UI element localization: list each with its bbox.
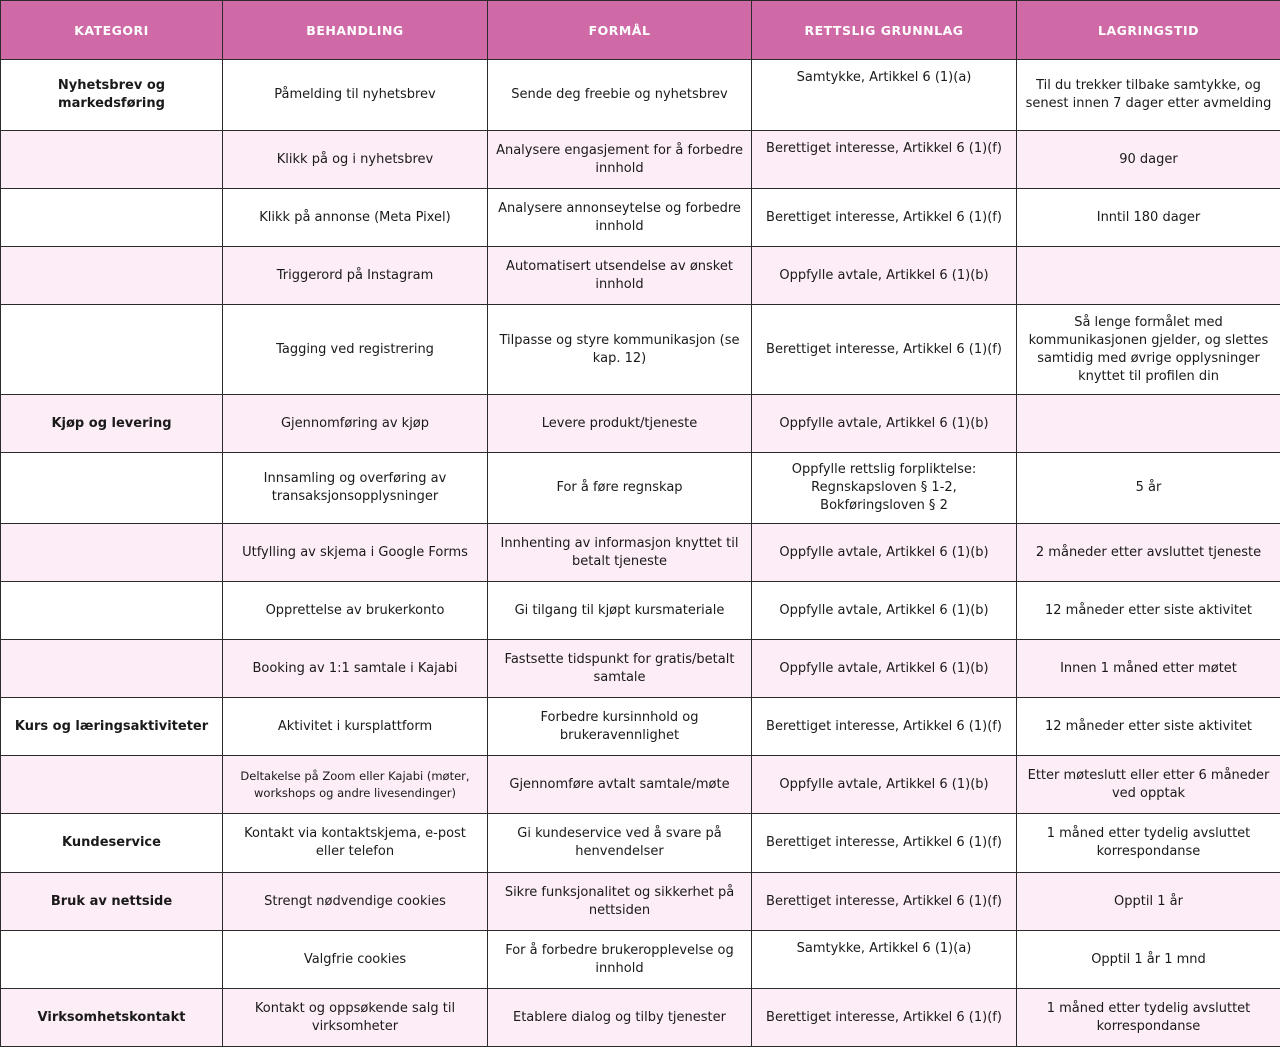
cell-kategori: Virksomhetskontakt	[1, 989, 223, 1047]
cell-kategori	[1, 931, 223, 989]
cell-behandling: Opprettelse av brukerkonto	[223, 582, 488, 640]
table-row	[1, 582, 1280, 640]
cell-formal: Tilpasse og styre kommunikasjon (se kap. 12)	[488, 305, 752, 395]
cell-grunnlag: Oppfylle avtale, Artikkel 6 (1)(b)	[752, 640, 1017, 698]
cell-lagringstid: Opptil 1 år	[1017, 873, 1280, 931]
cell-formal: Innhenting av informasjon knyttet til betalt tjeneste	[488, 524, 752, 582]
cell-kategori: Kundeservice	[1, 814, 223, 873]
cell-lagringstid: Så lenge formålet med kommunikasjonen gjelder, og slettes samtidig med øvrige opplysninger knyttet til profilen din	[1017, 305, 1280, 395]
cell-formal: Levere produkt/tjeneste	[488, 395, 752, 453]
cell-formal: Automatisert utsendelse av ønsket innhold	[488, 247, 752, 305]
cell-kategori	[1, 189, 223, 247]
cell-kategori	[1, 640, 223, 698]
header-rettslig-grunnlag: RETTSLIG GRUNNLAG	[752, 1, 1017, 60]
table-row	[1, 189, 1280, 247]
cell-lagringstid: 90 dager	[1017, 131, 1280, 189]
cell-behandling: Deltakelse på Zoom eller Kajabi (møter, workshops og andre livesendinger)	[223, 756, 488, 814]
cell-lagringstid: 1 måned etter tydelig avsluttet korrespondanse	[1017, 989, 1280, 1047]
cell-formal: Forbedre kursinnhold og brukeravennlighet	[488, 698, 752, 756]
cell-behandling: Strengt nødvendige cookies	[223, 873, 488, 931]
cell-formal: Sikre funksjonalitet og sikkerhet på nettsiden	[488, 873, 752, 931]
header-behandling: BEHANDLING	[223, 1, 488, 60]
cell-formal: For å forbedre brukeropplevelse og innhold	[488, 931, 752, 989]
header-row	[1, 1, 1280, 60]
cell-lagringstid: Etter møteslutt eller etter 6 måneder ved opptak	[1017, 756, 1280, 814]
cell-formal: Gi kundeservice ved å svare på henvendelser	[488, 814, 752, 873]
table-row	[1, 60, 1280, 131]
table-row	[1, 931, 1280, 989]
cell-behandling: Valgfrie cookies	[223, 931, 488, 989]
cell-grunnlag: Samtykke, Artikkel 6 (1)(a)	[752, 931, 1017, 989]
cell-kategori	[1, 131, 223, 189]
cell-formal: Fastsette tidspunkt for gratis/betalt samtale	[488, 640, 752, 698]
table-row	[1, 756, 1280, 814]
cell-formal: Gjennomføre avtalt samtale/møte	[488, 756, 752, 814]
cell-grunnlag: Oppfylle avtale, Artikkel 6 (1)(b)	[752, 756, 1017, 814]
cell-kategori	[1, 524, 223, 582]
table-row	[1, 305, 1280, 395]
cell-grunnlag: Oppfylle avtale, Artikkel 6 (1)(b)	[752, 247, 1017, 305]
cell-formal: Analysere annonseytelse og forbedre innhold	[488, 189, 752, 247]
cell-behandling: Klikk på annonse (Meta Pixel)	[223, 189, 488, 247]
cell-behandling: Kontakt og oppsøkende salg til virksomheter	[223, 989, 488, 1047]
cell-formal: Gi tilgang til kjøpt kursmateriale	[488, 582, 752, 640]
cell-kategori	[1, 305, 223, 395]
cell-behandling: Klikk på og i nyhetsbrev	[223, 131, 488, 189]
cell-behandling: Gjennomføring av kjøp	[223, 395, 488, 453]
table-row	[1, 640, 1280, 698]
cell-kategori: Bruk av nettside	[1, 873, 223, 931]
cell-lagringstid: 12 måneder etter siste aktivitet	[1017, 698, 1280, 756]
cell-grunnlag: Berettiget interesse, Artikkel 6 (1)(f)	[752, 131, 1017, 189]
cell-grunnlag: Oppfylle rettslig forpliktelse: Regnskapsloven § 1-2, Bokføringsloven § 2	[752, 453, 1017, 524]
cell-behandling: Tagging ved registrering	[223, 305, 488, 395]
cell-grunnlag: Berettiget interesse, Artikkel 6 (1)(f)	[752, 189, 1017, 247]
cell-grunnlag: Oppfylle avtale, Artikkel 6 (1)(b)	[752, 524, 1017, 582]
cell-kategori	[1, 247, 223, 305]
cell-behandling: Aktivitet i kursplattform	[223, 698, 488, 756]
header-formal: FORMÅL	[488, 1, 752, 60]
table-row	[1, 453, 1280, 524]
table-row	[1, 395, 1280, 453]
cell-lagringstid: 5 år	[1017, 453, 1280, 524]
cell-kategori	[1, 582, 223, 640]
cell-formal: Sende deg freebie og nyhetsbrev	[488, 60, 752, 131]
table-row	[1, 814, 1280, 873]
cell-behandling: Påmelding til nyhetsbrev	[223, 60, 488, 131]
cell-lagringstid: Innen 1 måned etter møtet	[1017, 640, 1280, 698]
header-lagringstid: LAGRINGSTID	[1017, 1, 1280, 60]
table-row	[1, 131, 1280, 189]
cell-behandling: Utfylling av skjema i Google Forms	[223, 524, 488, 582]
cell-lagringstid: 1 måned etter tydelig avsluttet korrespondanse	[1017, 814, 1280, 873]
cell-behandling: Kontakt via kontaktskjema, e-post eller telefon	[223, 814, 488, 873]
cell-grunnlag: Berettiget interesse, Artikkel 6 (1)(f)	[752, 698, 1017, 756]
table-row	[1, 873, 1280, 931]
table-row	[1, 247, 1280, 305]
cell-lagringstid	[1017, 247, 1280, 305]
cell-lagringstid: 12 måneder etter siste aktivitet	[1017, 582, 1280, 640]
cell-formal: Etablere dialog og tilby tjenester	[488, 989, 752, 1047]
cell-lagringstid: Opptil 1 år 1 mnd	[1017, 931, 1280, 989]
cell-lagringstid: Inntil 180 dager	[1017, 189, 1280, 247]
cell-grunnlag: Samtykke, Artikkel 6 (1)(a)	[752, 60, 1017, 131]
cell-kategori: Kurs og læringsaktiviteter	[1, 698, 223, 756]
cell-behandling: Booking av 1:1 samtale i Kajabi	[223, 640, 488, 698]
cell-formal: For å føre regnskap	[488, 453, 752, 524]
table-row	[1, 989, 1280, 1047]
cell-formal: Analysere engasjement for å forbedre innhold	[488, 131, 752, 189]
cell-kategori	[1, 453, 223, 524]
cell-grunnlag: Berettiget interesse, Artikkel 6 (1)(f)	[752, 873, 1017, 931]
cell-grunnlag: Berettiget interesse, Artikkel 6 (1)(f)	[752, 814, 1017, 873]
cell-grunnlag: Berettiget interesse, Artikkel 6 (1)(f)	[752, 305, 1017, 395]
cell-grunnlag: Berettiget interesse, Artikkel 6 (1)(f)	[752, 989, 1017, 1047]
header-kategori: KATEGORI	[1, 1, 223, 60]
cell-grunnlag: Oppfylle avtale, Artikkel 6 (1)(b)	[752, 582, 1017, 640]
cell-behandling: Innsamling og overføring av transaksjonsopplysninger	[223, 453, 488, 524]
cell-grunnlag: Oppfylle avtale, Artikkel 6 (1)(b)	[752, 395, 1017, 453]
cell-lagringstid: Til du trekker tilbake samtykke, og senest innen 7 dager etter avmelding	[1017, 60, 1280, 131]
cell-lagringstid: 2 måneder etter avsluttet tjeneste	[1017, 524, 1280, 582]
table-row	[1, 524, 1280, 582]
cell-kategori: Nyhetsbrev og markedsføring	[1, 60, 223, 131]
cell-lagringstid	[1017, 395, 1280, 453]
table-row	[1, 698, 1280, 756]
cell-kategori	[1, 756, 223, 814]
cell-kategori: Kjøp og levering	[1, 395, 223, 453]
cell-behandling: Triggerord på Instagram	[223, 247, 488, 305]
